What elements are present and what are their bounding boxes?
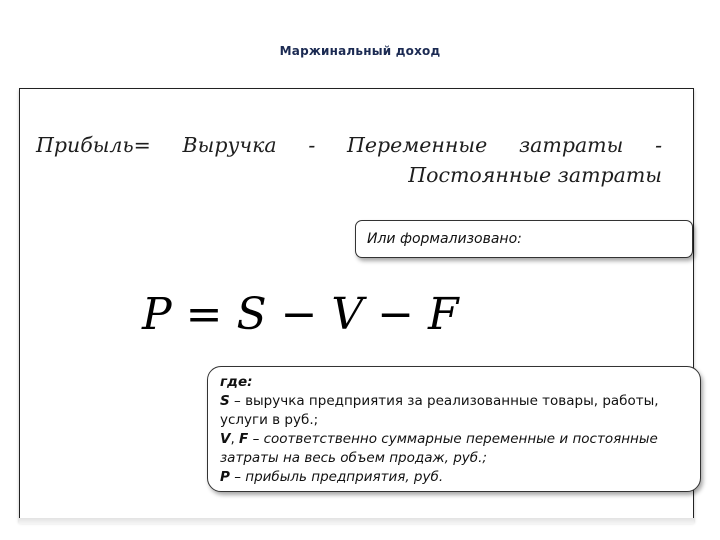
legend-box <box>207 366 701 492</box>
legend-item-p <box>220 468 690 487</box>
symbol-f: F <box>239 431 249 447</box>
legend-heading: где: <box>220 374 253 390</box>
legend-text-p: – прибыль предприятия, руб. <box>229 469 444 485</box>
legend-item-s <box>220 392 690 430</box>
callout-label: Или формализовано: <box>367 231 522 247</box>
profit-definition-text: Прибыль= Выручка - Переменные затраты - Постоянные затраты <box>36 133 662 187</box>
frame-bottom-shadow <box>19 518 694 524</box>
legend-content <box>220 373 690 487</box>
symbol-p: P <box>220 469 230 485</box>
symbol-s: S <box>220 393 230 409</box>
symbol-v: V <box>220 431 231 447</box>
profit-equation: P = S − V − F <box>142 289 459 340</box>
legend-text-vf: – соответственно суммарные переменные и постоянные затраты на весь объем продаж, руб.; <box>220 431 658 466</box>
slide-title: Маржинальный доход <box>279 44 441 58</box>
legend-item-vf <box>220 430 690 468</box>
formalized-callout <box>355 220 693 258</box>
legend-comma: , <box>230 431 240 447</box>
legend-text-s: – выручка предприятия за реализованные товары, работы, услуги в руб.; <box>220 393 659 428</box>
